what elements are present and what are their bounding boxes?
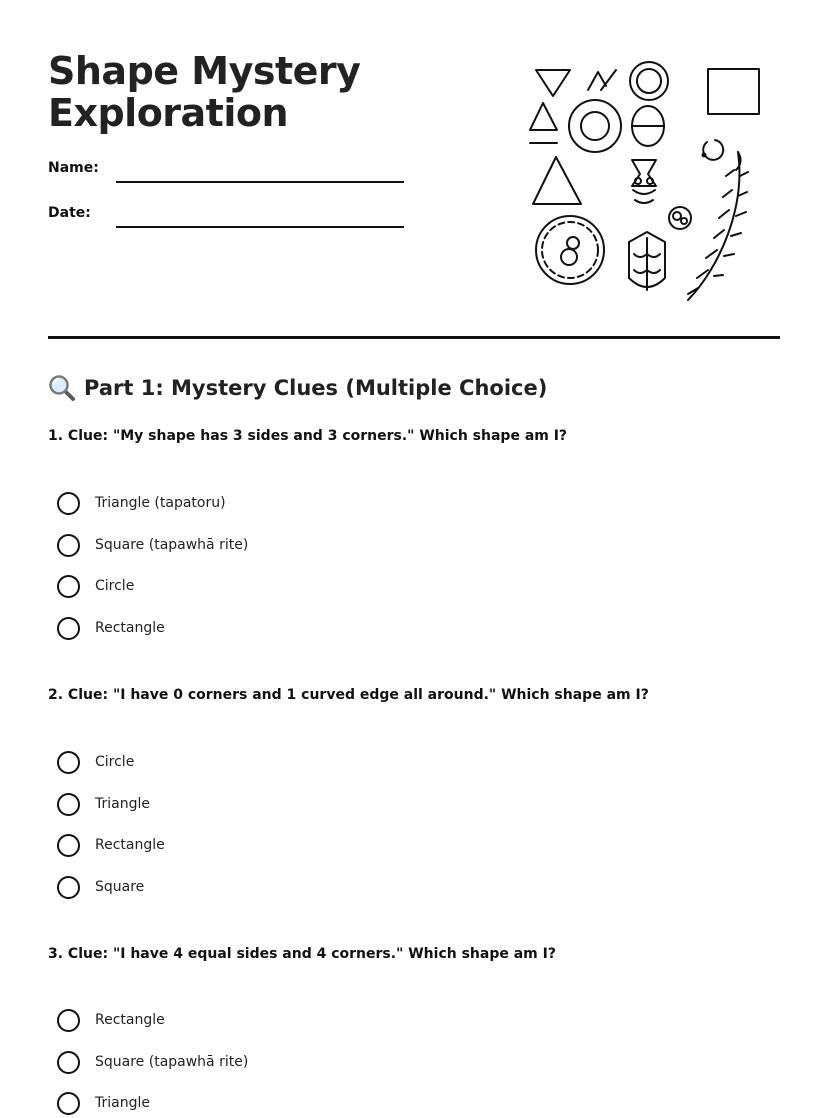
option-label: Rectangle bbox=[95, 1012, 165, 1028]
radio-button[interactable] bbox=[57, 492, 80, 515]
radio-button[interactable] bbox=[57, 793, 80, 816]
option-label: Triangle bbox=[95, 796, 150, 812]
radio-button[interactable] bbox=[57, 575, 80, 598]
radio-button[interactable] bbox=[57, 751, 80, 774]
option-label: Circle bbox=[95, 578, 135, 594]
radio-button[interactable] bbox=[57, 1092, 80, 1115]
option-label: Triangle (tapatoru) bbox=[95, 495, 226, 511]
q3-option-2[interactable] bbox=[57, 1050, 248, 1074]
option-label: Circle bbox=[95, 754, 135, 770]
q1-option-3[interactable] bbox=[57, 574, 134, 598]
magnifying-glass-icon bbox=[48, 374, 76, 402]
part1-heading bbox=[48, 374, 547, 402]
option-label: Rectangle bbox=[95, 837, 165, 853]
option-label: Square (tapawhā rite) bbox=[95, 1054, 249, 1070]
date-field[interactable] bbox=[116, 226, 404, 228]
question-1: 1. Clue: "My shape has 3 sides and 3 corners." Which shape am I? bbox=[48, 428, 568, 444]
title-line-2: Exploration bbox=[48, 91, 289, 135]
name-field[interactable] bbox=[116, 181, 404, 183]
question-3: 3. Clue: "I have 4 equal sides and 4 corners." Which shape am I? bbox=[48, 946, 556, 962]
option-label: Rectangle bbox=[95, 620, 165, 636]
q1-option-1[interactable] bbox=[57, 491, 226, 515]
header-divider bbox=[48, 336, 780, 339]
part1-heading-text: Part 1: Mystery Clues (Multiple Choice) bbox=[84, 376, 548, 400]
option-label: Square bbox=[95, 879, 145, 895]
date-label: Date: bbox=[48, 205, 91, 221]
q2-option-4[interactable] bbox=[57, 875, 144, 899]
q2-option-3[interactable] bbox=[57, 833, 165, 857]
question-2: 2. Clue: "I have 0 corners and 1 curved edge all around." Which shape am I? bbox=[48, 687, 649, 703]
radio-button[interactable] bbox=[57, 1051, 80, 1074]
radio-button[interactable] bbox=[57, 876, 80, 899]
q2-option-1[interactable] bbox=[57, 750, 134, 774]
q3-option-3[interactable] bbox=[57, 1091, 150, 1115]
q3-option-1[interactable] bbox=[57, 1008, 165, 1032]
option-label: Triangle bbox=[95, 1095, 150, 1111]
title-line-1: Shape Mystery bbox=[48, 49, 361, 93]
radio-button[interactable] bbox=[57, 617, 80, 640]
radio-button[interactable] bbox=[57, 534, 80, 557]
name-label: Name: bbox=[48, 160, 99, 176]
radio-button[interactable] bbox=[57, 834, 80, 857]
q1-option-4[interactable] bbox=[57, 616, 165, 640]
q1-option-2[interactable] bbox=[57, 533, 248, 557]
maori-pattern-shapes-icon bbox=[524, 58, 774, 308]
page-title bbox=[48, 50, 360, 134]
option-label: Square (tapawhā rite) bbox=[95, 537, 249, 553]
q2-option-2[interactable] bbox=[57, 792, 150, 816]
radio-button[interactable] bbox=[57, 1009, 80, 1032]
